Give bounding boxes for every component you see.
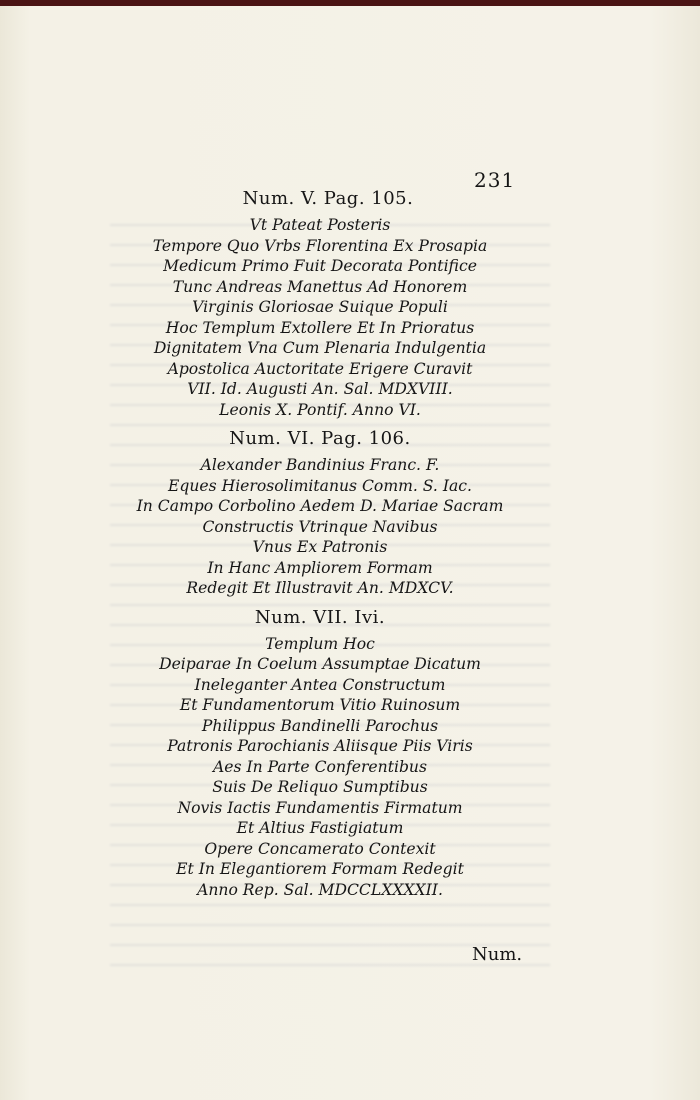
inscription-line: Et In Elegantiorem Formam Redegit [176,860,464,878]
inscription-line: VII. Id. Augusti An. Sal. MDXVIII. [187,380,453,398]
inscription-line: Suis De Reliquo Sumptibus [212,778,428,796]
inscription-line: Et Altius Fastigiatum [236,819,404,837]
inscription-line: Vnus Ex Patronis [252,538,388,556]
inscription-line: Alexander Bandinius Franc. F. [200,456,440,474]
inscription-num-v [80,215,560,420]
inscription-line: Ineleganter Antea Constructum [194,675,446,694]
section-heading-num-v: Num. V. Pag. 105. [242,188,414,209]
inscription-line: Eques Hierosolimitanus Comm. S. Iac. [168,476,472,495]
inscription-num-vi [80,455,560,599]
inscription-line: Aes In Parte Conferentibus [213,757,427,776]
inscriptions [80,188,560,908]
page-number: 231 [474,168,516,192]
inscription-line: Tempore Quo Vrbs Florentina Ex Prosapia [152,236,488,255]
inscription-line: Tunc Andreas Manettus Ad Honorem [172,277,468,296]
inscription-line: In Hanc Ampliorem Formam [207,558,433,577]
section-heading-num-vi: Num. VI. Pag. 106. [229,428,411,449]
inscription-line: Templum Hoc [265,634,375,653]
inscription-line: Medicum Primo Fuit Decorata Pontifice [163,257,477,275]
inscription-line: Apostolica Auctoritate Erigere Curavit [167,359,473,378]
inscription-line: Leonis X. Pontif. Anno VI. [219,400,421,419]
inscription-line: Deiparae In Coelum Assumptae Dicatum [159,655,481,673]
inscription-line: Vt Pateat Posteris [249,216,391,234]
inscription-line: Redegit Et Illustravit An. MDXCV. [186,579,454,597]
catchword: Num. [472,944,523,965]
inscription-line: Dignitatem Vna Cum Plenaria Indulgentia [153,339,487,357]
inscription-line: Anno Rep. Sal. MDCCLXXXXII. [197,880,443,899]
inscription-line: In Campo Corbolino Aedem D. Mariae Sacram [136,497,504,515]
section-heading-num-vii: Num. VII. Ivi. [254,606,386,628]
inscription-line: Virginis Gloriosae Suique Populi [192,298,448,316]
inscription-line: Patronis Parochianis Aliisque Piis Viris [167,737,473,755]
inscription-line: Philippus Bandinelli Parochus [201,716,439,735]
inscription-num-vii [80,634,560,901]
inscription-line: Opere Concamerato Contexit [204,839,436,858]
inscription-line: Novis Iactis Fundamentis Firmatum [177,798,463,817]
inscription-line: Constructis Vtrinque Navibus [202,517,438,536]
inscription-line: Hoc Templum Extollere Et In Prioratus [165,318,475,337]
inscription-line: Et Fundamentorum Vitio Ruinosum [179,696,461,714]
